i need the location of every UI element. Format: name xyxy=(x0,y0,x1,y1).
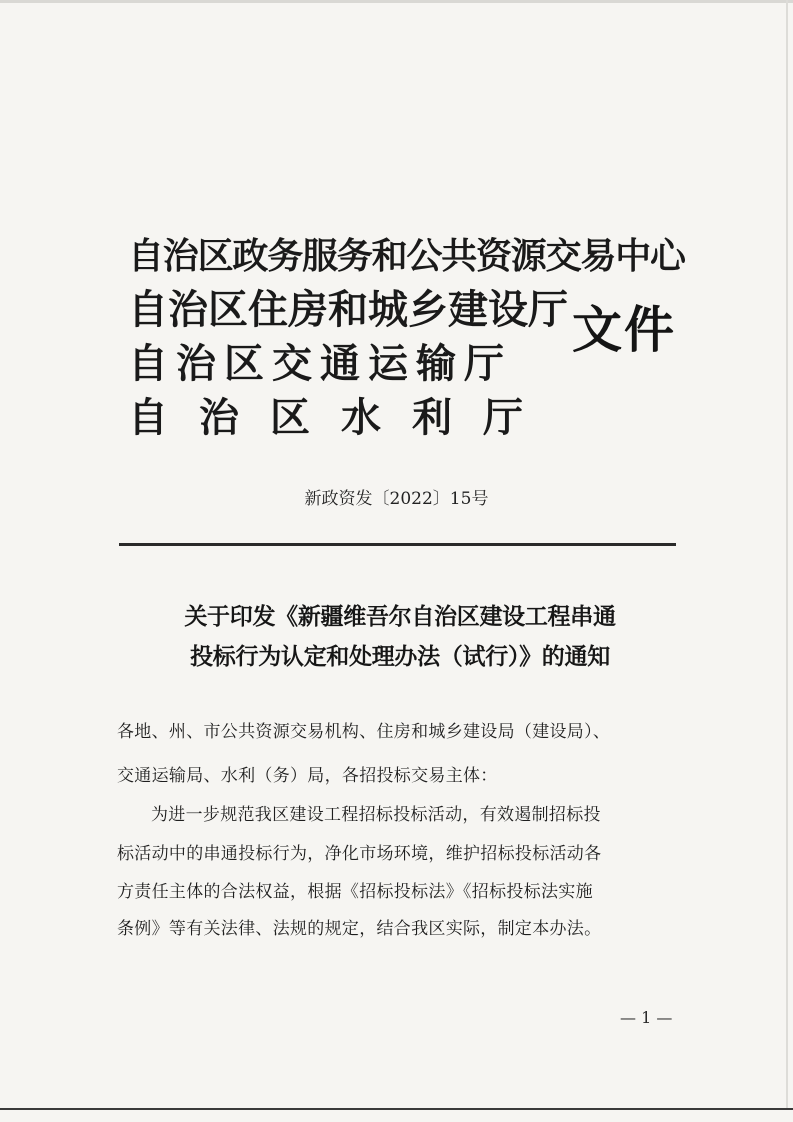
scan-edge-bottom xyxy=(0,1108,793,1110)
page-number: — 1 — xyxy=(620,1008,673,1027)
body-line: 方责任主体的合法权益，根据《招标投标法》《招标投标法实施 xyxy=(117,882,593,902)
scan-edge-right xyxy=(786,0,788,1110)
body-line: 标活动中的串通投标行为，净化市场环境，维护招标投标活动各 xyxy=(117,844,602,864)
document-title-line: 关于印发《新疆维吾尔自治区建设工程串通 xyxy=(184,603,616,630)
body-line: 条例》等有关法律、法规的规定，结合我区实际，制定本办法。 xyxy=(117,919,602,939)
issuer-name: 自治区政务服务和公共资源交易中心 xyxy=(128,235,685,277)
scan-edge-top xyxy=(0,0,793,3)
header-divider xyxy=(119,543,676,546)
addressee-line: 交通运输局、水利（务）局，各招投标交易主体： xyxy=(117,766,498,786)
body-line: 为进一步规范我区建设工程招标投标活动，有效遏制招标投 xyxy=(151,805,601,825)
document-title-line: 投标行为认定和处理办法（试行）》的通知 xyxy=(190,643,610,670)
addressee-line: 各地、州、市公共资源交易机构、住房和城乡建设局（建设局）、 xyxy=(117,722,611,742)
issuer-name: 自治区住房和城乡建设厅 xyxy=(128,286,568,333)
issuer-name: 自治区水利厅 xyxy=(128,394,554,441)
issuer-name: 自治区交通运输厅 xyxy=(128,340,512,387)
document-number: 新政资发〔2022〕15号 xyxy=(304,489,489,509)
document-type-label: 文件 xyxy=(572,300,676,359)
